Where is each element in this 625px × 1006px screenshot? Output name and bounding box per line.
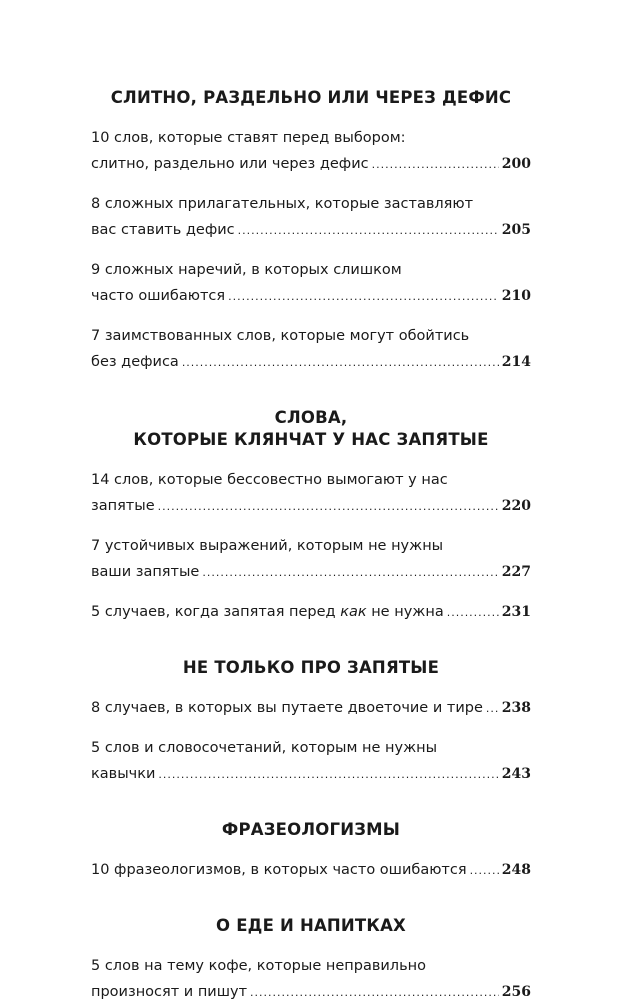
toc-entry[interactable] — [91, 857, 531, 884]
page-number: 231 — [501, 604, 531, 620]
section-title-line1: СЛОВА, — [274, 408, 348, 427]
leader-dots — [238, 218, 499, 244]
entry-title-line1: 5 слов на тему кофе, которые неправильно — [91, 958, 426, 974]
entry-title-line2: ваши запятые — [91, 564, 200, 580]
leader-dots — [447, 600, 499, 626]
entry-title: 8 случаев, в которых вы путаете двоеточие и тире — [91, 700, 483, 716]
entry-title-line2: без дефиса — [91, 354, 179, 370]
leader-dots — [202, 560, 498, 586]
section-title: О ЕДЕ И НАПИТКАХ — [216, 916, 406, 935]
page-number: 243 — [501, 766, 531, 782]
page-number: 248 — [501, 862, 531, 878]
toc-entry[interactable] — [91, 953, 531, 1006]
page-number: 227 — [501, 564, 531, 580]
leader-dots — [372, 152, 499, 178]
entry-title-line1: 8 сложных прилагательных, которые заставляют — [91, 196, 474, 212]
entry-title: 5 случаев, когда запятая перед как не нужна — [91, 604, 444, 620]
entry-title-line1: 9 сложных наречий, в которых слишком — [91, 262, 402, 278]
page-number: 220 — [501, 498, 531, 514]
entry-title-line2: вас ставить дефис — [91, 222, 235, 238]
section-title — [91, 407, 531, 451]
toc-entry[interactable] — [91, 533, 531, 586]
entry-title-line1: 10 слов, которые ставят перед выбором: — [91, 130, 406, 146]
leader-dots — [158, 762, 498, 788]
toc-section — [91, 407, 531, 626]
entry-title-italic: как — [340, 604, 367, 620]
page-number: 256 — [501, 984, 531, 1000]
section-title: СЛИТНО, РАЗДЕЛЬНО ИЛИ ЧЕРЕЗ ДЕФИС — [110, 88, 512, 107]
entry-title-line1: 14 слов, которые бессовестно вымогают у нас — [91, 472, 448, 488]
entry-title-line2: произносят и пишут — [91, 984, 248, 1000]
page-number: 210 — [501, 288, 531, 304]
toc-entry[interactable] — [91, 467, 531, 520]
section-title: НЕ ТОЛЬКО ПРО ЗАПЯТЫЕ — [182, 658, 440, 677]
leader-dots — [470, 858, 499, 884]
entry-title: 10 фразеологизмов, в которых часто ошибаются — [91, 862, 467, 878]
page-number: 205 — [501, 222, 531, 238]
entry-title-line2: часто ошибаются — [91, 288, 226, 304]
page-number: 200 — [501, 156, 531, 172]
section-title-line2: КОТОРЫЕ КЛЯНЧАТ У НАС ЗАПЯТЫЕ — [133, 430, 489, 449]
leader-dots — [228, 284, 499, 310]
section-title: ФРАЗЕОЛОГИЗМЫ — [221, 820, 401, 839]
toc-section — [91, 87, 531, 376]
entry-title-line1: 7 устойчивых выражений, которым не нужны — [91, 538, 444, 554]
page-number: 214 — [501, 354, 531, 370]
toc-entry[interactable] — [91, 735, 531, 788]
leader-dots — [250, 980, 499, 1006]
entry-title-line2: слитно, раздельно или через дефис — [91, 156, 369, 172]
entry-title-line2: запятые — [91, 498, 155, 514]
page-number: 238 — [501, 700, 531, 716]
toc-entry[interactable] — [91, 695, 531, 722]
entry-title-line2: кавычки — [91, 766, 156, 782]
leader-dots — [486, 696, 499, 722]
toc-section — [91, 657, 531, 788]
toc-section — [91, 915, 531, 1006]
toc-section — [91, 819, 531, 884]
toc-entry[interactable] — [91, 257, 531, 310]
entry-title-line1: 7 заимствованных слов, которые могут обойтись — [91, 328, 470, 344]
leader-dots — [158, 494, 499, 520]
toc-entry[interactable] — [91, 599, 531, 626]
leader-dots — [182, 350, 499, 376]
toc-entry[interactable] — [91, 125, 531, 178]
toc-entry[interactable] — [91, 191, 531, 244]
toc-entry[interactable] — [91, 323, 531, 376]
entry-title-line1: 5 слов и словосочетаний, которым не нужны — [91, 740, 438, 756]
